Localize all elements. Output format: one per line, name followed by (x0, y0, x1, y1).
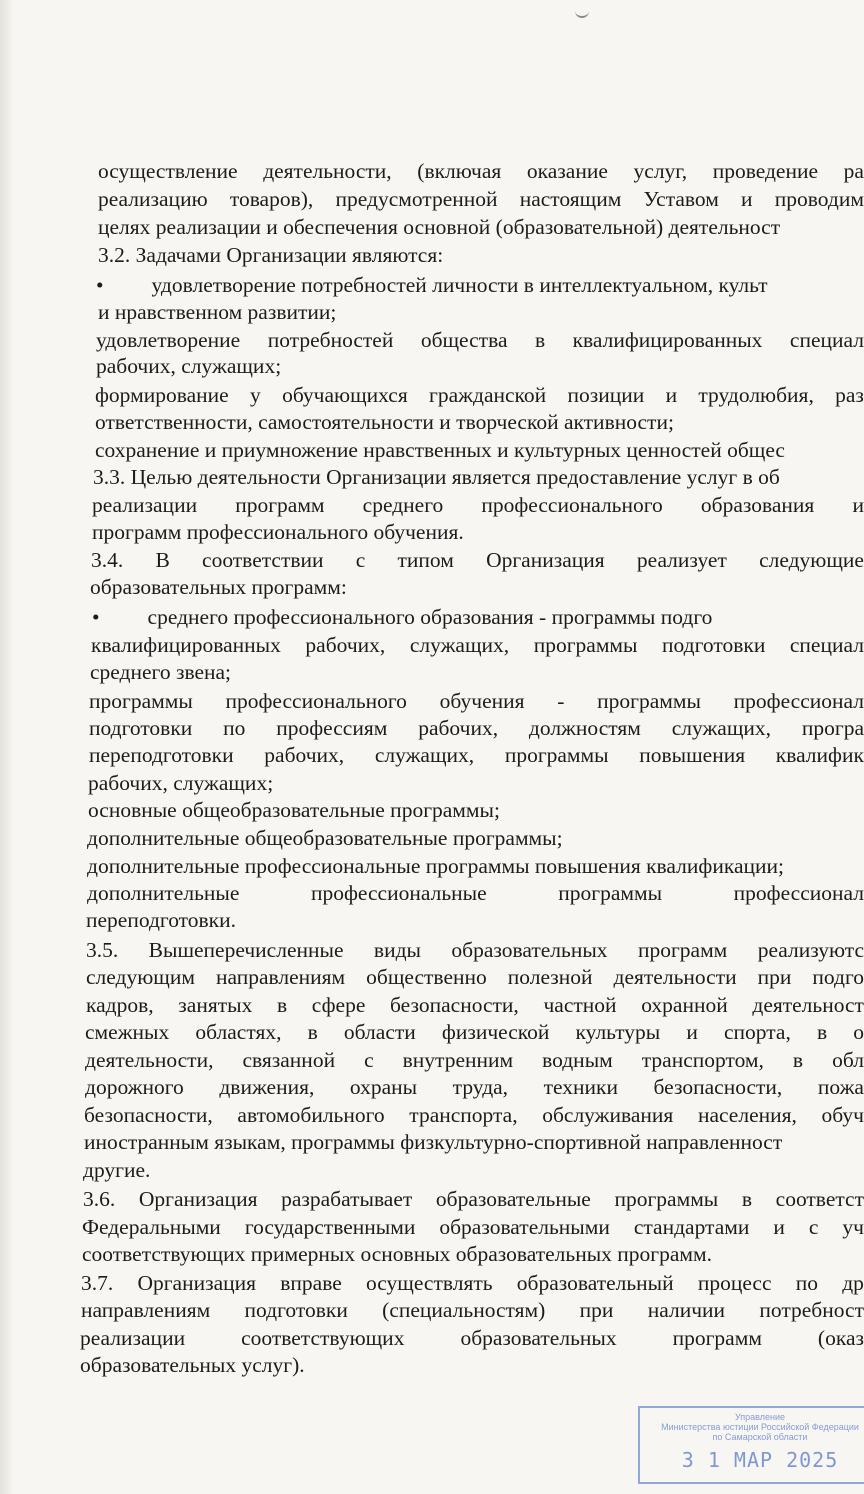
word: профессионал (733, 689, 864, 713)
text-line (84, 1129, 782, 1156)
text-line-content: образовательных услуг). (80, 1353, 305, 1377)
word: и (852, 493, 864, 517)
word: среднего (362, 493, 444, 517)
word: кадров, (86, 993, 154, 1017)
word: деятельност (752, 993, 864, 1017)
word: спорта, (724, 1020, 791, 1044)
word: переподготовки (89, 743, 234, 767)
word: служащих, (374, 743, 475, 767)
word: смежных (85, 1020, 170, 1044)
word: формирование (95, 383, 229, 407)
text-line (84, 1102, 864, 1129)
word: типом (397, 548, 454, 572)
word: соответствующих (241, 1326, 405, 1350)
word: направлениям (215, 965, 346, 989)
scan-mark (575, 8, 589, 18)
word: охранной (641, 993, 728, 1017)
word: программ (672, 1326, 762, 1350)
word: оказание (526, 159, 608, 183)
text-line-content: и нравственном развитии; (98, 300, 337, 324)
word: направлениям (81, 1298, 211, 1322)
word: образовательными (439, 1215, 610, 1239)
text-line (98, 186, 864, 213)
stamp-line-1: Управление (734, 1412, 786, 1422)
stamp-line-2: Министерства юстиции Российской Федерации (661, 1422, 859, 1432)
word: по (223, 716, 246, 740)
word: безопасности, (84, 1103, 213, 1127)
word: занятых (178, 993, 253, 1017)
word: с (364, 1048, 374, 1072)
text-line (81, 1270, 864, 1297)
text-line (93, 464, 780, 491)
text-line (89, 715, 864, 742)
text-line (87, 880, 864, 907)
word: профессионального (481, 493, 663, 517)
text-line (86, 964, 864, 991)
document-body (0, 158, 864, 1418)
word: - (557, 689, 565, 713)
word: профессионального (225, 689, 407, 713)
text-line (81, 1297, 864, 1324)
word: рабочих, (418, 716, 499, 740)
text-line-content: сохранение и приумножение нравственных и культурных ценностей общес (95, 438, 785, 462)
text-line (87, 853, 784, 880)
text-line-content: иностранным языкам, программы физкультурно-спортивной направленност (84, 1130, 783, 1154)
stamp-line-3: по Самарской области (712, 1432, 808, 1442)
word: проводим (774, 187, 864, 211)
word: раз (835, 383, 864, 407)
word: Федеральными (82, 1215, 221, 1239)
word: профессиям (276, 716, 388, 740)
word: 3.6. (83, 1187, 116, 1211)
text-line (86, 937, 864, 964)
word: подго (812, 965, 864, 989)
text-line (85, 1047, 864, 1074)
word: уч (842, 1215, 864, 1239)
word: и (686, 1020, 698, 1044)
word: безопасности, (390, 993, 519, 1017)
word: специал (789, 633, 864, 657)
word: программ (235, 493, 325, 517)
word: областях, (195, 1020, 282, 1044)
text-line (95, 437, 785, 464)
text-line-content: основные общеобразовательные программы; (88, 798, 500, 822)
word: автомобильного (237, 1103, 385, 1127)
text-line (85, 1019, 864, 1046)
word: физической (441, 1020, 550, 1044)
text-line-content: дополнительные профессиональные программы повышения квалификации; (87, 854, 784, 878)
text-line-content: переподготовки. (86, 908, 237, 932)
word: с (355, 548, 366, 572)
word: пожа (817, 1075, 864, 1099)
word: подготовки (244, 1298, 348, 1322)
text-line-content: среднего звена; (90, 660, 232, 684)
word: разрабатывает (281, 1187, 413, 1211)
word: образовательных (451, 938, 608, 962)
word: безопасности, (653, 1075, 783, 1099)
word: деятельности, (85, 1048, 214, 1072)
word: в (307, 1020, 318, 1044)
word: транспортом, (641, 1048, 764, 1072)
word: потребностей (267, 328, 394, 352)
word: квалифицированных (572, 328, 763, 352)
word: виды (373, 938, 421, 962)
word: служащих, (409, 633, 510, 657)
word: настоящим (519, 187, 622, 211)
word: сфере (311, 993, 366, 1017)
text-line (87, 825, 563, 852)
text-line-content: среднего профессионального образования - программы подго (147, 605, 713, 629)
text-line (89, 688, 864, 715)
word: программы (558, 881, 663, 905)
word: образовательных (460, 1326, 617, 1350)
word: обучения (439, 689, 525, 713)
text-line (86, 992, 864, 1019)
text-line-content: соответствующих примерных основных образовательных программ. (82, 1242, 712, 1266)
word: программы (89, 689, 193, 713)
word: в (276, 993, 288, 1017)
word: обуч (821, 1103, 864, 1127)
word: транспорта, (409, 1103, 518, 1127)
word: Организация (486, 548, 605, 572)
word: специал (789, 328, 864, 352)
word: программы (533, 633, 638, 657)
text-line (82, 1214, 864, 1241)
word: Организация (138, 1187, 258, 1211)
registration-stamp (638, 1406, 864, 1484)
word: следующие (759, 548, 864, 572)
word: Уставом (643, 187, 719, 211)
text-line (95, 382, 864, 409)
word: удовлетворение (96, 328, 241, 352)
word: В (155, 548, 170, 572)
word: профессионал (733, 881, 864, 905)
text-line (98, 214, 780, 241)
text-line (92, 492, 864, 519)
word: деятельности (613, 965, 737, 989)
text-line (96, 327, 864, 354)
word: и (773, 1215, 785, 1239)
word: служащих, (671, 716, 772, 740)
word: о (853, 1020, 864, 1044)
text-line-content: целях реализации и обеспечения основной (образовательной) деятельност (98, 215, 781, 239)
text-line (98, 299, 336, 326)
word: при (757, 965, 792, 989)
word: подготовки (662, 633, 766, 657)
text-line (85, 1074, 864, 1101)
word: общественно (366, 965, 487, 989)
word: внутренним (402, 1048, 514, 1072)
word: ра (843, 159, 864, 183)
word: образовательные (435, 1187, 591, 1211)
text-line (91, 547, 864, 574)
text-line (88, 770, 273, 797)
bullet-glyph: • (92, 605, 100, 629)
word: труда, (452, 1075, 509, 1099)
word: рабочих, (305, 633, 386, 657)
word: (оказ (817, 1326, 864, 1350)
word: в (792, 1048, 804, 1072)
word: Организация (137, 1271, 257, 1295)
word: с (808, 1215, 819, 1239)
word: осуществлять (365, 1271, 493, 1295)
word: трудолюбия, (698, 383, 814, 407)
word: частной (543, 993, 617, 1017)
word: позиции (567, 383, 645, 407)
text-line (91, 632, 864, 659)
word: техники (543, 1075, 618, 1099)
word: наличии (647, 1298, 726, 1322)
word: дорожного (85, 1075, 184, 1099)
word: общества (420, 328, 508, 352)
text-line (98, 158, 864, 185)
word: стандартами (633, 1215, 750, 1239)
word: деятельности, (263, 159, 392, 183)
text-line-content: образовательных программ: (90, 575, 347, 599)
text-line (88, 797, 500, 824)
word: квалифик (775, 743, 864, 767)
word: обучающихся (282, 383, 408, 407)
word: и (741, 187, 753, 211)
word: реализацию (98, 187, 208, 211)
word: проведение (712, 159, 819, 183)
stamp-date: 3 1 МАР 2025 (681, 1448, 839, 1472)
word: др (842, 1271, 864, 1295)
word: предусмотренной (335, 187, 498, 211)
word: реализации (80, 1326, 186, 1350)
text-line-content: 3.3. Целью деятельности Организации является предоставление услуг в об (93, 465, 780, 489)
word: программы (614, 1187, 719, 1211)
word: реализуютс (757, 938, 864, 962)
text-line (89, 742, 864, 769)
word: культуры (575, 1020, 661, 1044)
word: при (579, 1298, 614, 1322)
word: квалифицированных (91, 633, 281, 657)
word: программы (504, 743, 609, 767)
word: 3.5. (86, 938, 119, 962)
word: в (816, 1020, 828, 1044)
word: осуществление (98, 159, 238, 183)
word: рабочих, (264, 743, 345, 767)
word: следующим (86, 965, 195, 989)
text-line (86, 907, 236, 934)
word: образовательный (516, 1271, 674, 1295)
word: дополнительные (87, 881, 240, 905)
word: обслуживания (542, 1103, 674, 1127)
text-line (80, 1325, 864, 1352)
text-line-content: ответственности, самостоятельности и творческой активности; (95, 410, 674, 434)
word: по (795, 1271, 818, 1295)
text-line-content: рабочих, служащих; (96, 354, 282, 378)
word: обл (832, 1048, 864, 1072)
word: охраны (349, 1075, 418, 1099)
word: гражданской (429, 383, 547, 407)
word: вправе (280, 1271, 342, 1295)
word: реализации (92, 493, 198, 517)
text-line (98, 242, 443, 269)
word: в (741, 1187, 753, 1211)
text-line (83, 1186, 864, 1213)
word: профессиональные (311, 881, 487, 905)
word: и (665, 383, 678, 407)
word: подготовки (89, 716, 193, 740)
word: водным (542, 1048, 613, 1072)
text-line-content: удовлетворение потребностей личности в интеллектуальном, культ (151, 273, 768, 297)
text-line (90, 659, 231, 686)
word: соответст (775, 1187, 864, 1211)
text-line (92, 519, 464, 546)
word: населения, (697, 1103, 797, 1127)
word: услуг, (633, 159, 688, 183)
word: должностям (528, 716, 641, 740)
word: потребност (759, 1298, 864, 1322)
word: государственными (244, 1215, 416, 1239)
text-line (80, 1352, 305, 1379)
word: (включая (417, 159, 502, 183)
text-line (82, 1241, 712, 1268)
word: програ (801, 716, 864, 740)
text-line (90, 574, 347, 601)
word: соответствии (202, 548, 324, 572)
word: у (250, 383, 261, 407)
word: 3.7. (81, 1271, 114, 1295)
text-line-content: 3.2. Задачами Организации являются: (98, 243, 444, 267)
bullet-glyph: • (96, 273, 104, 297)
word: связанной (242, 1048, 336, 1072)
text-line (96, 272, 768, 299)
text-line-content: рабочих, служащих; (88, 771, 274, 795)
word: Вышеперечисленные (148, 938, 344, 962)
text-line (95, 409, 674, 436)
word: области (343, 1020, 416, 1044)
word: товаров), (229, 187, 314, 211)
word: полезной (507, 965, 593, 989)
word: процесс (697, 1271, 772, 1295)
word: в (534, 328, 546, 352)
word: 3.4. (91, 548, 124, 572)
text-line (96, 353, 281, 380)
text-line-content: дополнительные общеобразовательные программы; (87, 826, 563, 850)
word: образования (700, 493, 815, 517)
text-line (92, 604, 864, 631)
text-line-content: программ профессионального обучения. (92, 520, 464, 544)
word: (специальностям) (382, 1298, 546, 1322)
word: движения, (219, 1075, 315, 1099)
word: программ (637, 938, 728, 962)
text-line-content: другие. (83, 1158, 151, 1182)
text-line (83, 1157, 150, 1184)
word: реализует (636, 548, 727, 572)
word: программы (597, 689, 701, 713)
word: повышения (639, 743, 746, 767)
